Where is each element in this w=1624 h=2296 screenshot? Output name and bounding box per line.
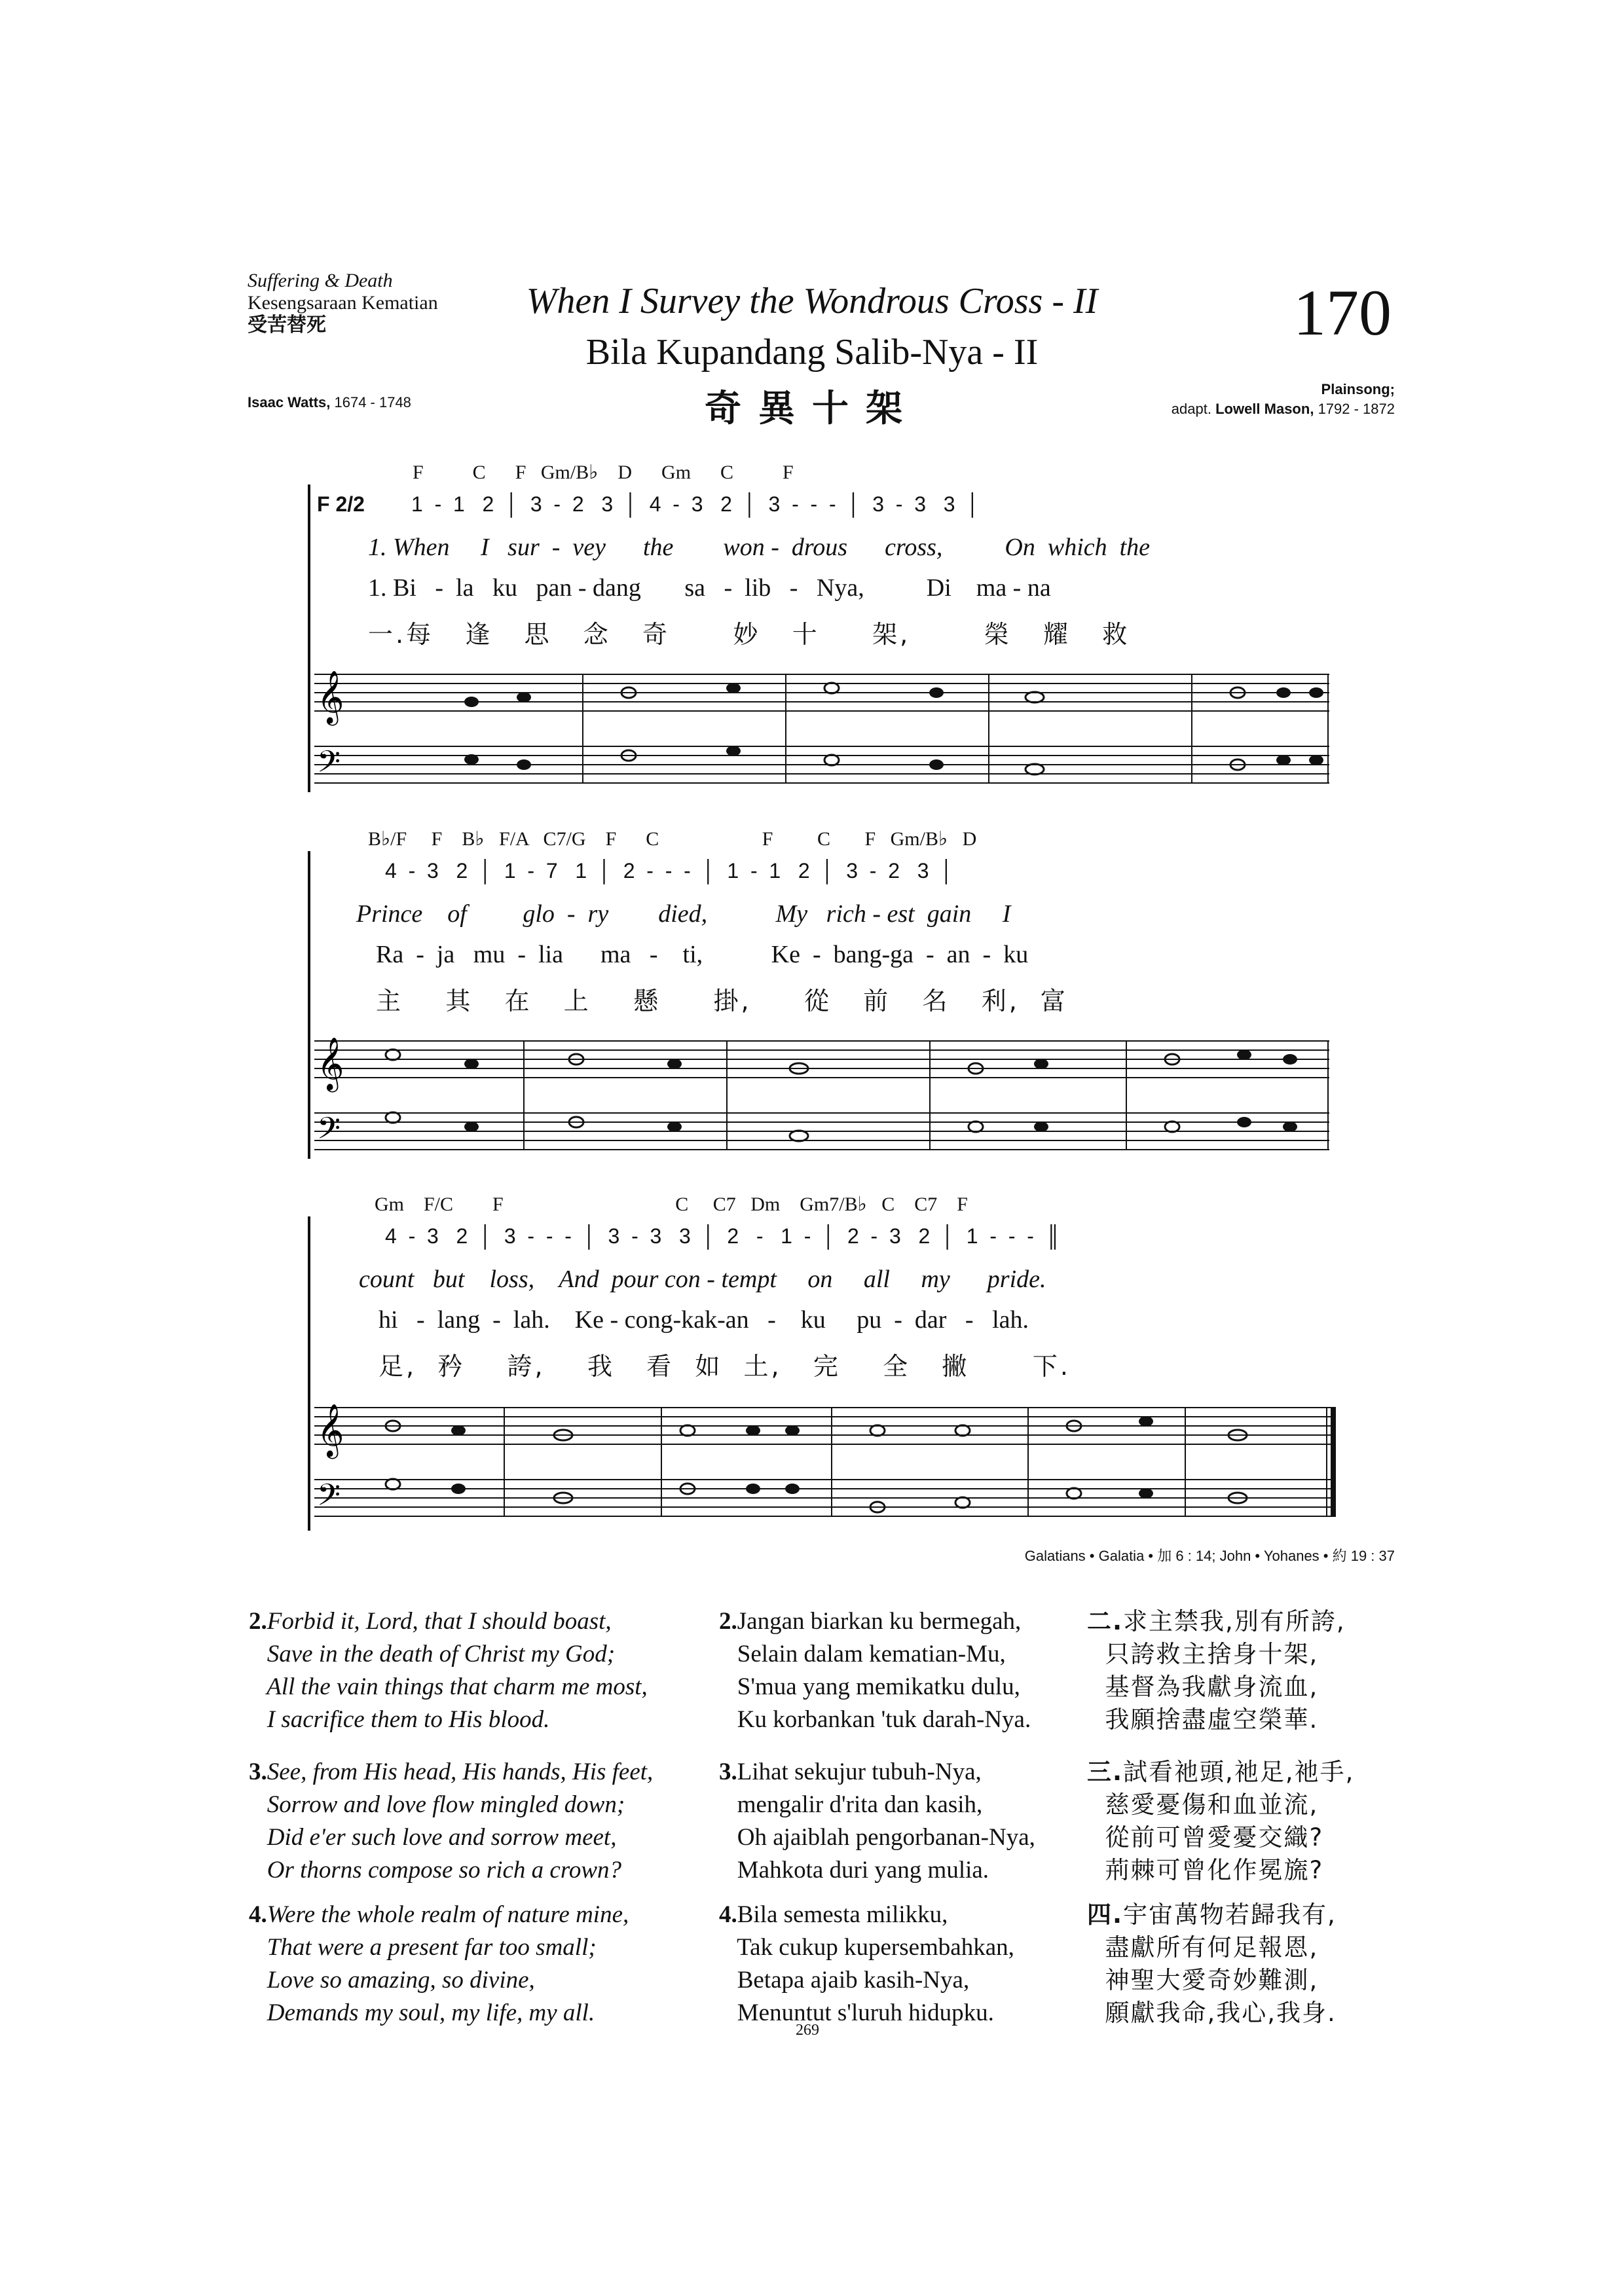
system-3-chords: Gm F/C F C C7 Dm Gm7/B♭ C C7 F — [375, 1194, 968, 1215]
composer-line1: Plainsong; — [1321, 381, 1395, 397]
composer-name: Lowell Mason, — [1215, 401, 1314, 417]
category-zh: 受苦替死 — [248, 314, 326, 337]
bass-clef-icon: 𝄢 — [317, 744, 341, 787]
category-block — [248, 270, 438, 337]
composer-credit — [1172, 380, 1395, 419]
verse-3-zh: 三.試看祂頭,祂足,祂手, 慈愛憂傷和血並流, 從前可曾愛憂交織? 荊棘可曾化作冕旒? — [1087, 1758, 1355, 1884]
system-1-lyrics-en: 1. When I sur - vey the won - drous cross, On which the — [368, 534, 1151, 561]
key-signature-label: F 2/2 — [317, 492, 365, 516]
treble-clef-icon: 𝄞 — [317, 1036, 344, 1090]
verse-2-en: 2.Forbid it, Lord, that I should boast, Save in the death of Christ my God; All the vain things that charm me most, I sacrifice them to His blood. — [249, 1608, 648, 1733]
system-2-staff — [308, 1028, 1329, 1165]
system-3-lyrics-id: hi - lang - lah. Ke - cong-kak-an - ku pu - dar - lah. — [378, 1306, 1029, 1334]
system-3-staff — [308, 1394, 1342, 1532]
system-1-lyrics-id: 1. Bi - la ku pan - dang sa - lib - Nya, Di ma - na — [368, 574, 1051, 602]
verse-4-en: 4.Were the whole realm of nature mine, That were a present far too small; Love so amazing, so divine, Demands my soul, my life, my all. — [249, 1901, 629, 2026]
system-1-numbers: 1 - 1 2 │ 3 - 2 3 │ 4 - 3 2 │ 3 - - - │ 3 - 3 3 │ — [411, 492, 980, 516]
author-dates: 1674 - 1748 — [334, 394, 411, 410]
author-credit — [248, 394, 411, 411]
system-3-numbers: 4 - 3 2 │ 3 - - - │ 3 - 3 3 │ 2 - 1 - │ 2 - 3 2 │ 1 - - - ║ — [385, 1224, 1061, 1248]
scripture-reference: Galatians • Galatia • 加 6 : 14; John • Yohanes • 約 19 : 37 — [1024, 1548, 1395, 1564]
system-1-staff — [308, 661, 1329, 799]
title-indonesian: Bila Kupandang Salib-Nya - II — [585, 332, 1039, 373]
system-1-chords: F C F Gm/B♭ D Gm C F — [393, 462, 794, 483]
system-2-numbers: 4 - 3 2 │ 1 - 7 1 │ 2 - - - │ 1 - 1 2 │ 3 - 2 3 │ — [385, 859, 954, 883]
system-3-lyrics-zh: 足, 矜 誇, 我 看 如 土, 完 全 撇 下. — [378, 1352, 1071, 1381]
verse-4-id: 4.Bila semesta milikku, Tak cukup kupersembahkan, Betapa ajaib kasih-Nya, Menuntut s'luruh hidupku. — [719, 1901, 1014, 2026]
category-en: Suffering & Death — [248, 270, 393, 291]
hymn-number: 170 — [1293, 276, 1392, 349]
system-1-lyrics-zh: 一.每 逢 思 念 奇 妙 十 架, 榮 耀 救 — [368, 620, 1130, 649]
title-english: When I Survey the Wondrous Cross - II — [526, 281, 1098, 321]
verse-3-id: 3.Lihat sekujur tubuh-Nya, mengalir d'rita dan kasih, Oh ajaiblah pengorbanan-Nya, Mahkota duri yang mulia. — [719, 1758, 1035, 1884]
system-2-lyrics-id: Ra - ja mu - lia ma - ti, Ke - bang-ga - an - ku — [376, 941, 1029, 968]
system-2-lyrics-zh: 主 其 在 上 懸 掛, 從 前 名 利, 富 — [376, 987, 1068, 1015]
verse-2-zh: 二.求主禁我,別有所誇, 只誇救主捨身十架, 基督為我獻身流血, 我願捨盡虛空榮華. — [1087, 1607, 1346, 1734]
composer-dates: 1792 - 1872 — [1318, 401, 1395, 417]
composer-prefix: adapt. — [1171, 401, 1211, 417]
title-chinese: 奇異十架 — [705, 388, 919, 430]
system-3-lyrics-en: count but loss, And pour con - tempt on all my pride. — [359, 1266, 1046, 1293]
category-id: Kesengsaraan Kematian — [248, 292, 438, 314]
verse-3-en: 3.See, from His head, His hands, His feet, Sorrow and love flow mingled down; Did e'er such love and sorrow meet, Or thorns compose so rich a crown? — [249, 1758, 654, 1884]
bass-clef-icon: 𝄢 — [317, 1111, 341, 1154]
treble-clef-icon: 𝄞 — [317, 670, 344, 723]
system-2-chords: B♭/F F B♭ F/A C7/G F C F C F Gm/B♭ D — [368, 828, 977, 850]
verse-4-zh: 四.宇宙萬物若歸我有, 盡獻所有何足報恩, 神聖大愛奇妙難測, 願獻我命,我心,我身. — [1087, 1901, 1337, 2027]
bass-clef-icon: 𝄢 — [317, 1478, 341, 1520]
treble-clef-icon: 𝄞 — [317, 1403, 344, 1457]
author-name: Isaac Watts, — [248, 394, 331, 410]
system-2-lyrics-en: Prince of glo - ry died, My rich - est gain I — [356, 900, 1011, 928]
verse-2-id: 2.Jangan biarkan ku bermegah, Selain dalam kematian-Mu, S'mua yang memikatku dulu, Ku korbankan 'tuk darah-Nya. — [719, 1608, 1031, 1733]
page-number: 269 — [796, 2022, 819, 2039]
